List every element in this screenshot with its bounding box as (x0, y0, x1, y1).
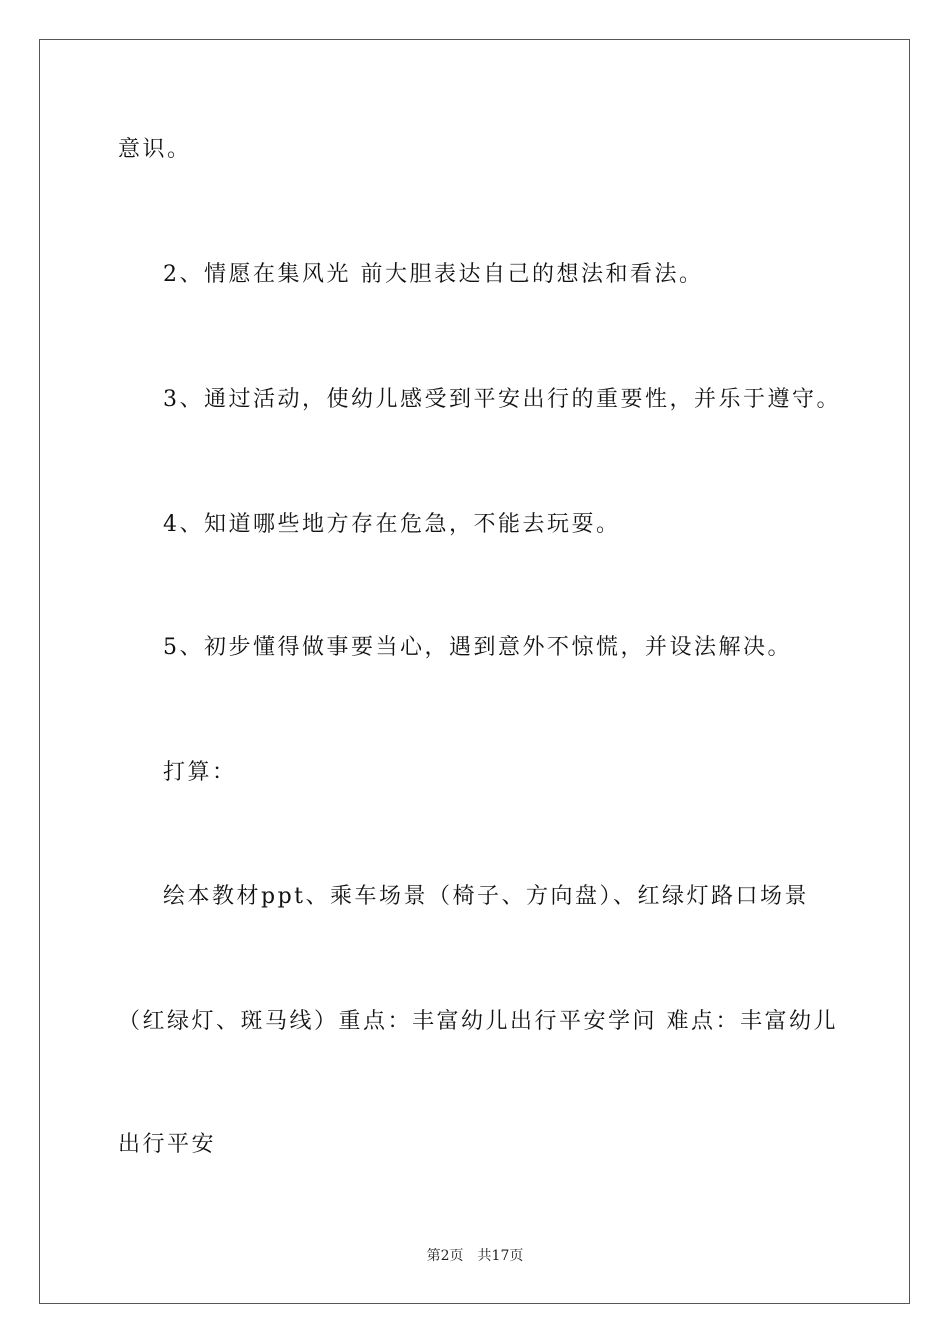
section-heading-preparation: 打算： (163, 760, 237, 785)
text-line-1: 意识。 (118, 137, 192, 162)
preparation-line-3: 出行平安 (118, 1132, 217, 1157)
objective-item-2: 2、情愿在集风光 前大胆表达自己的想法和看法。 (163, 262, 704, 287)
objective-item-5: 5、初步懂得做事要当心，遇到意外不惊慌，并设法解决。 (163, 635, 792, 660)
preparation-line-1: 绘本教材ppt、乘车场景（椅子、方向盘）、红绿灯路口场景 (163, 884, 810, 909)
page-total: 共17页 (477, 1248, 524, 1264)
objective-item-4: 4、知道哪些地方存在危急，不能去玩耍。 (163, 512, 621, 537)
objective-item-3: 3、通过活动，使幼儿感受到平安出行的重要性，并乐于遵守。 (163, 387, 841, 412)
page-number: 第2页 (426, 1248, 464, 1264)
page-border (39, 39, 910, 1304)
preparation-line-2: （红绿灯、斑马线）重点：丰富幼儿出行平安学问 难点：丰富幼儿 (118, 1009, 838, 1034)
page-footer (0, 1246, 950, 1266)
